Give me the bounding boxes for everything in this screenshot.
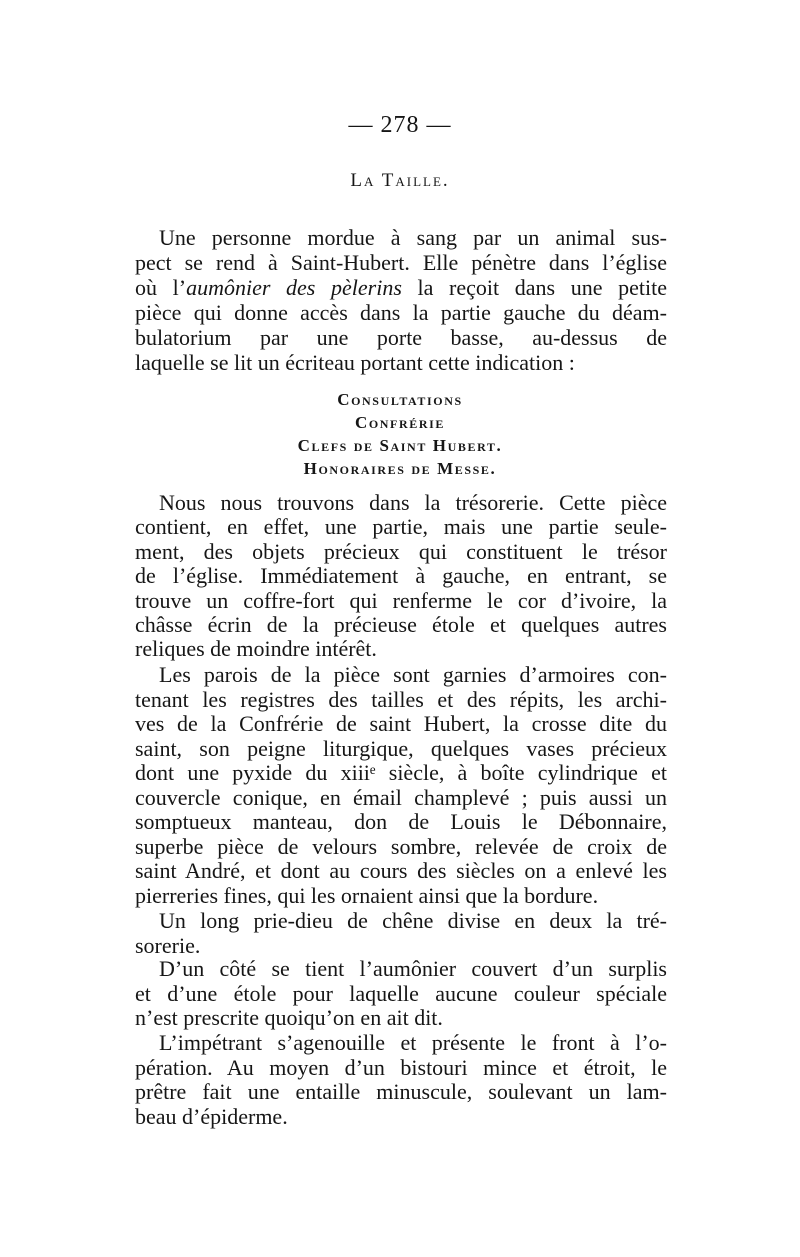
paragraph-6 [135, 1031, 667, 1129]
text-line: pect se rend à Saint-Hubert. Elle pénètre dans l’église [135, 250, 667, 275]
text-line: Nous nous trouvons dans la trésorerie. Cette pièce [159, 490, 667, 515]
text-line: saint André, et dont au cours des siècles on a enlevé les [135, 858, 667, 883]
sign-line-honoraires: Honoraires de Messe. [303, 459, 497, 478]
text-line: D’un côté se tient l’aumônier couvert d’un surplis [159, 956, 667, 981]
text-line: n’est prescrite quoiqu’on en ait dit. [135, 1005, 443, 1030]
text-line: Les parois de la pièce sont garnies d’armoires con- [159, 662, 667, 687]
sign-line-consultations: Consultations [337, 390, 463, 409]
italic-phrase: aumônier des pèlerins [186, 275, 402, 300]
text-line: couvercle conique, en émail champlevé ; puis aussi un [135, 784, 667, 810]
text-line: L’impétrant s’agenouille et présente le front à l’o- [159, 1030, 667, 1055]
text-line: Un long prie-dieu de chêne divise en deux la tré- [159, 908, 667, 933]
paragraph-3 [135, 663, 667, 908]
text-line: pierreries fines, qui les ornaient ainsi que la bordure. [135, 882, 599, 908]
text-line: pération. Au moyen d’un bistouri mince et étroit, le [135, 1054, 667, 1080]
text-line-italic: où l’aumônier des pèlerins la reçoit dans une petite [135, 275, 667, 300]
text-line: dont une pyxide du xiiiᵉ siècle, à boîte cylindrique et [135, 760, 667, 785]
text-line: et d’une étole pour laquelle aucune couleur spéciale [135, 980, 667, 1006]
page-number: — 278 — [348, 112, 452, 138]
sign-line-clefs: Clefs de Saint Hubert. [297, 436, 503, 455]
text-line: pièce qui donne accès dans la partie gauche du déam- [135, 300, 667, 325]
paragraph-1 [135, 225, 667, 375]
text-line: Une personne mordue à sang par un animal sus- [159, 225, 667, 250]
text-line: ment, des objets précieux qui constituent le trésor [135, 538, 667, 564]
text-line: tenant les registres des tailles et des répits, les archi- [135, 686, 667, 712]
text-line: sorerie. [135, 933, 201, 958]
text-line: superbe pièce de velours sombre, relevée de croix de [135, 833, 667, 859]
text-line: beau d’épiderme. [135, 1103, 288, 1129]
text-line: de l’église. Immédiatement à gauche, en entrant, se [135, 563, 667, 589]
text-line: laquelle se lit un écriteau portant cette indication : [135, 350, 575, 375]
text-line: ves de la Confrérie de saint Hubert, la crosse dite du [135, 711, 667, 736]
paragraph-4 [135, 908, 667, 958]
section-title: La Taille. [350, 170, 450, 191]
text-line: bulatorium par une porte basse, au-dessus de [135, 325, 667, 350]
text-line: somptueux manteau, don de Louis le Débonnaire, [135, 809, 667, 834]
text-line: châsse écrin de la précieuse étole et quelques autres [135, 611, 667, 637]
text-line: saint, son peigne liturgique, quelques vases précieux [135, 735, 667, 761]
sign-line-confrerie: Confrérie [354, 413, 446, 432]
text-line: contient, en effet, une partie, mais une partie seule- [135, 514, 667, 540]
text-line: reliques de moindre intérêt. [135, 636, 377, 662]
text-line: trouve un coffre-fort qui renferme le cor d’ivoire, la [135, 587, 667, 613]
paragraph-5 [135, 957, 667, 1031]
paragraph-2 [135, 491, 667, 662]
text-line: prêtre fait une entaille minuscule, soulevant un lam- [135, 1079, 667, 1104]
